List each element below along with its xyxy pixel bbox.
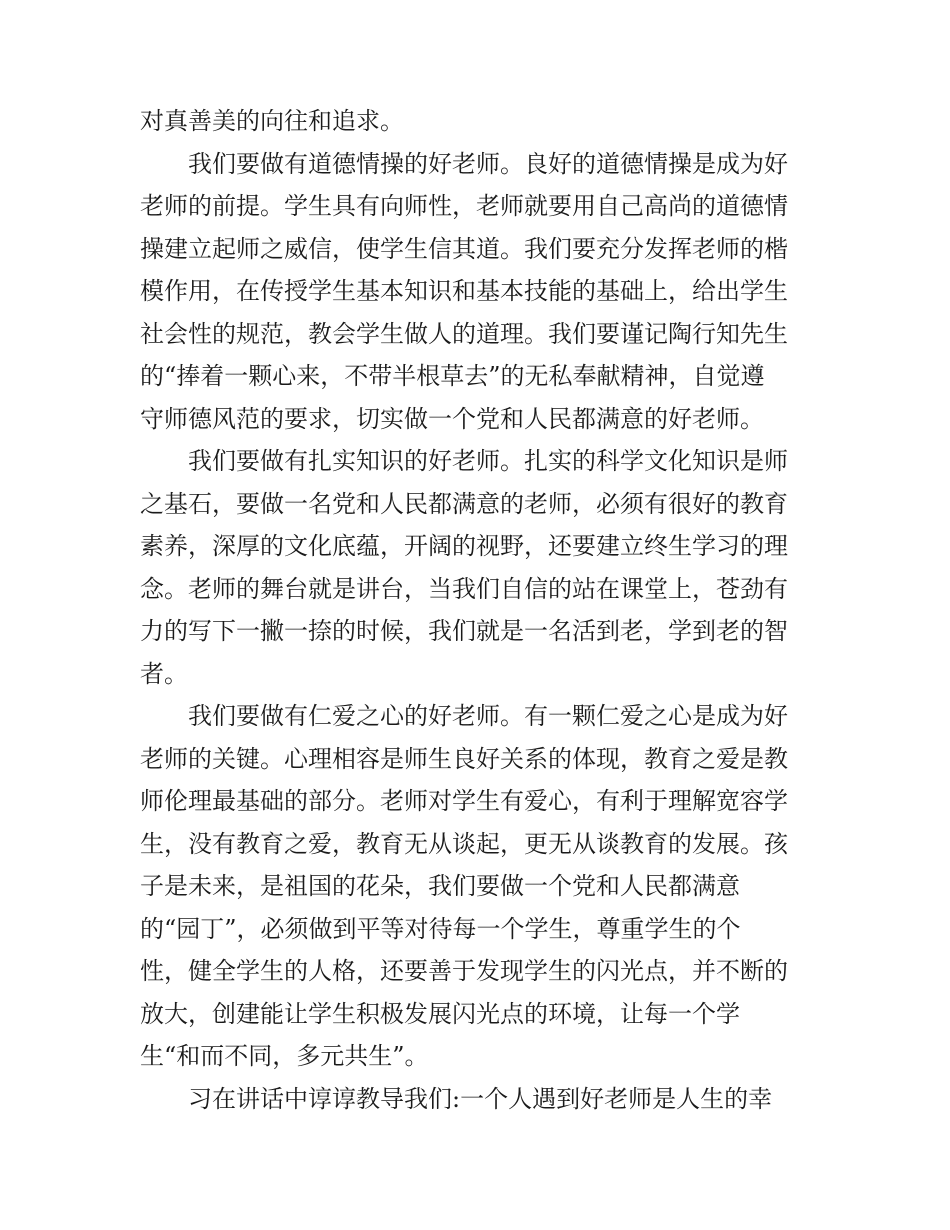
text-line: 性，健全学生的人格，还要善于发现学生的闪光点，并不断的 — [140, 957, 788, 985]
paragraph-first-line: 我们要做有道德情操的好老师。良好的道德情操是成为好 — [188, 149, 788, 178]
text-line: 生，没有教育之爱，教育无从谈起，更无从谈教育的发展。孩 — [140, 829, 788, 858]
text-line: 师伦理最基础的部分。老师对学生有爱心，有利于理解宽容学 — [140, 787, 788, 815]
text-line: 守师德风范的要求，切实做一个党和人民都满意的好老师。 — [140, 404, 764, 433]
text-line: 子是未来，是祖国的花朵，我们要做一个党和人民都满意 — [140, 872, 740, 900]
text-line: 操建立起师之威信，使学生信其道。我们要充分发挥老师的楷 — [140, 234, 788, 263]
text-line: 素养，深厚的文化底蕴，开阔的视野，还要建立终生学习的理 — [140, 532, 788, 560]
text-line: 老师的关键。心理相容是师生良好关系的体现，教育之爱是教 — [140, 744, 788, 773]
text-line: 对真善美的向往和追求。 — [140, 107, 404, 135]
paragraph-first-line: 我们要做有扎实知识的好老师。扎实的科学文化知识是师 — [188, 447, 788, 475]
text-line: 社会性的规范，教会学生做人的道理。我们要谨记陶行知先生 — [140, 319, 788, 348]
text-line: 的“园丁”，必须做到平等对待每一个学生，尊重学生的个 — [140, 914, 741, 943]
text-line: 的“捧着一颗心来，不带半根草去”的无私奉献精神，自觉遵 — [140, 362, 765, 390]
text-line: 模作用，在传授学生基本知识和基本技能的基础上，给出学生 — [140, 277, 788, 305]
paragraph-first-line: 习在讲话中谆谆教导我们:一个人遇到好老师是人生的幸 — [188, 1084, 773, 1113]
text-line: 放大，创建能让学生积极发展闪光点的环境，让每一个学 — [140, 999, 740, 1028]
text-line: 念。老师的舞台就是讲台，当我们自信的站在课堂上，苍劲有 — [140, 574, 788, 603]
text-line: 生“和而不同，多元共生”。 — [140, 1042, 429, 1070]
text-line: 者。 — [140, 659, 188, 688]
text-line: 力的写下一撇一捺的时候，我们就是一名活到老，学到老的智 — [140, 617, 788, 645]
text-line: 之基石，要做一名党和人民都满意的老师，必须有很好的教育 — [140, 489, 788, 518]
paragraph-first-line: 我们要做有仁爱之心的好老师。有一颗仁爱之心是成为好 — [188, 702, 788, 730]
document-body — [140, 100, 820, 1120]
text-line: 老师的前提。学生具有向师性，老师就要用自己高尚的道德情 — [140, 192, 788, 220]
